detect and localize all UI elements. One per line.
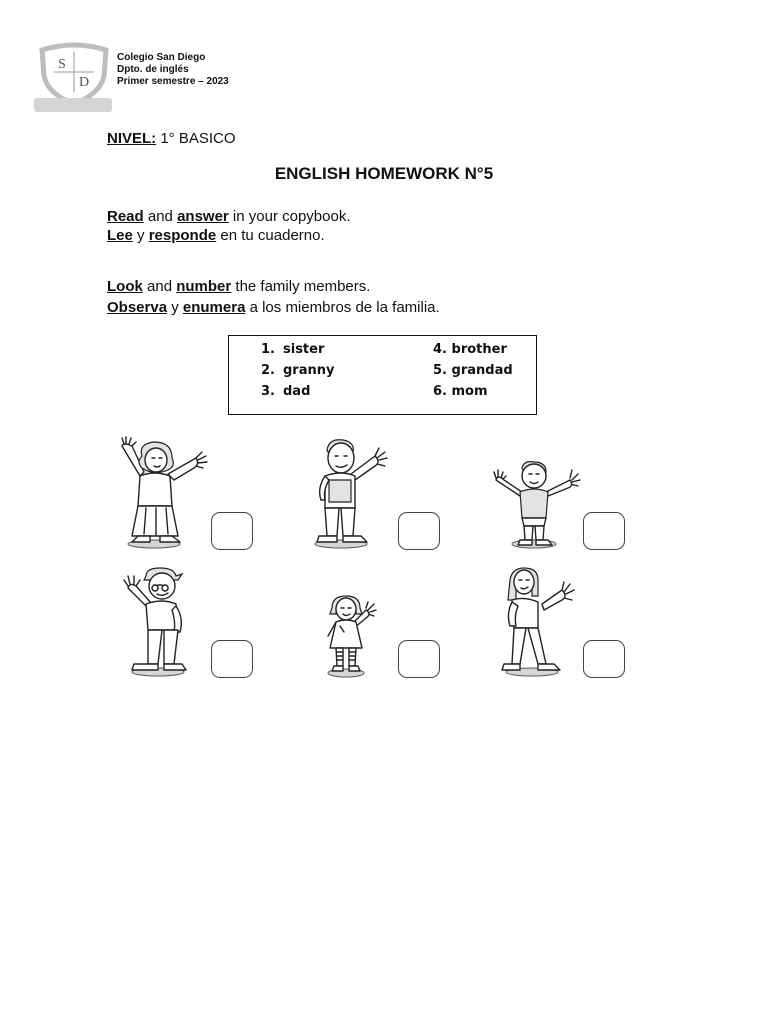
level-label: NIVEL: xyxy=(107,130,157,147)
figure-boy xyxy=(492,460,582,552)
instruction-text: in your copybook. xyxy=(228,208,351,225)
instruction-text: y xyxy=(132,227,149,244)
instruction-text: and xyxy=(142,278,177,295)
department: Dpto. de inglés xyxy=(117,64,189,75)
option-item: 6. mom xyxy=(433,384,488,399)
instruction-read-en xyxy=(107,207,351,226)
option-item: 4. brother xyxy=(433,342,507,357)
instruction-keyword: number xyxy=(176,278,232,295)
instruction-read-es xyxy=(107,226,325,245)
answer-box-2[interactable] xyxy=(398,512,440,550)
logo-letter-s: S xyxy=(58,57,66,72)
option-item: 1. sister xyxy=(261,342,325,357)
figure-man-vest xyxy=(305,436,395,552)
instruction-keyword: answer xyxy=(177,208,229,225)
answer-box-4[interactable] xyxy=(211,640,253,678)
answer-box-5[interactable] xyxy=(398,640,440,678)
instruction-text: y xyxy=(167,299,183,316)
level-line xyxy=(107,130,236,147)
instruction-keyword: Look xyxy=(107,278,143,295)
figure-little-girl xyxy=(318,594,382,680)
semester: Primer semestre – 2023 xyxy=(117,76,229,87)
figure-woman-curly-hair xyxy=(110,436,214,552)
school-logo xyxy=(34,42,114,114)
instruction-text: and xyxy=(143,208,178,225)
instruction-look-en xyxy=(107,277,370,296)
instruction-keyword: Read xyxy=(107,208,144,225)
figure-grandfather xyxy=(122,566,204,680)
answer-box-3[interactable] xyxy=(583,512,625,550)
school-name: Colegio San Diego xyxy=(117,52,206,63)
instruction-text: the family members. xyxy=(231,278,371,295)
instruction-keyword: Observa xyxy=(107,299,168,316)
instruction-text: a los miembros de la familia. xyxy=(245,299,440,316)
answer-box-6[interactable] xyxy=(583,640,625,678)
instruction-look-es xyxy=(107,298,440,317)
option-item: 3. dad xyxy=(261,384,311,399)
option-item: 2. granny xyxy=(261,363,335,378)
option-item: 5. grandad xyxy=(433,363,513,378)
instruction-text: en tu cuaderno. xyxy=(216,227,325,244)
instruction-keyword: responde xyxy=(148,227,217,244)
school-info xyxy=(117,52,229,88)
figure-woman-long-hair xyxy=(500,566,580,680)
answer-box-1[interactable] xyxy=(211,512,253,550)
instruction-keyword: Lee xyxy=(107,227,133,244)
instruction-keyword: enumera xyxy=(182,299,246,316)
word-bank-box xyxy=(228,335,537,415)
logo-letter-d: D xyxy=(79,75,90,90)
level-value: 1° BASICO xyxy=(156,130,236,147)
page-title: ENGLISH HOMEWORK N°5 xyxy=(274,164,494,183)
